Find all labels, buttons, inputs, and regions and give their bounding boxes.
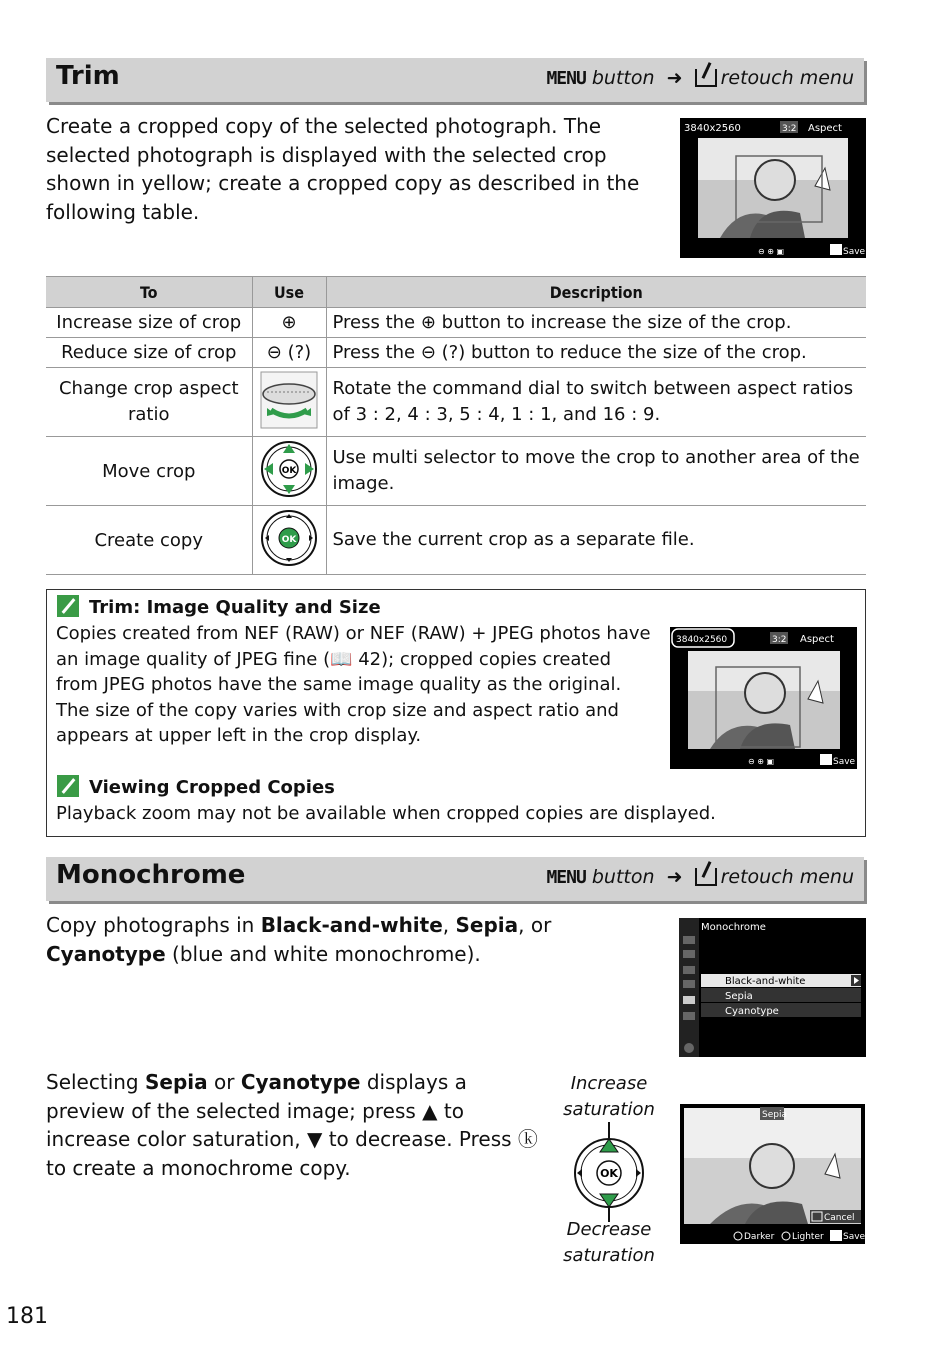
monochrome-menu-screen [679, 918, 866, 1057]
monochrome-title: Monochrome [56, 860, 246, 890]
option-sepia: Sepia [455, 913, 519, 937]
row-desc: Save the current crop as a separate file. [326, 506, 866, 575]
trim-table [46, 276, 866, 575]
screen-ratio: 3:2 [782, 124, 797, 134]
preview-lighter: Lighter [792, 1232, 824, 1242]
pencil-icon [57, 595, 79, 617]
table-row [46, 437, 866, 506]
row-desc: Rotate the command dial to switch between aspect ratios of 3 : 2, 4 : 3, 5 : 4, 1 : 1, and 16 : 9. [326, 368, 866, 437]
page-number: 181 [6, 1304, 48, 1329]
increase-saturation-label: Increase saturation [563, 1073, 655, 1120]
note1-title: Trim: Image Quality and Size [89, 597, 381, 618]
button-label: button [591, 866, 655, 888]
screen-size: 3840x2560 [684, 123, 741, 134]
trim-breadcrumb [546, 67, 854, 89]
sepia-preview-screen [680, 1104, 865, 1244]
saturation-multi-selector-icon [572, 1136, 646, 1214]
ok-button-icon [252, 506, 326, 575]
monochrome-intro: Copy photographs in Black-and-white, Sepia, or Cyanotype (blue and white monochrome). [46, 913, 552, 966]
menu-item: Sepia [725, 991, 753, 1002]
note2-text: Playback zoom may not be available when cropped copies are displayed. [56, 803, 716, 824]
decrease-saturation-label: Decrease saturation [563, 1219, 655, 1266]
svg-text:OK: OK [281, 465, 297, 476]
command-dial-icon [252, 368, 326, 437]
row-desc: Press the ⊖ (?) button to reduce the size of the crop. [326, 338, 866, 368]
preview-cancel: Cancel [824, 1213, 855, 1223]
pencil-icon [57, 775, 79, 797]
retouch-menu-label: retouch menu [720, 67, 854, 89]
svg-text:OK: OK [600, 1167, 618, 1180]
trim-title: Trim [56, 61, 120, 91]
table-header-to: To [46, 277, 252, 308]
screen-save: Save [833, 757, 856, 767]
multi-selector-icon [252, 437, 326, 506]
table-row [46, 338, 866, 368]
menu-item: Black-and-white [725, 976, 806, 987]
zoom-out-icon: ⊖ (?) [252, 338, 326, 368]
row-desc: Press the ⊕ button to increase the size of the crop. [326, 308, 866, 338]
option-black-and-white: Black-and-white [260, 913, 443, 937]
screen-size: 3840x2560 [676, 635, 728, 645]
table-header-description: Description [326, 277, 866, 308]
table-row [46, 308, 866, 338]
option-cyanotype: Cyanotype [46, 941, 166, 966]
table-row [46, 506, 866, 575]
table-row [46, 368, 866, 437]
svg-text:⊖ ⊕ ▣: ⊖ ⊕ ▣ [748, 757, 775, 766]
retouch-icon [695, 69, 717, 87]
menu-title: Monochrome [701, 922, 766, 933]
zoom-in-icon: ⊕ [252, 308, 326, 338]
svg-text:OK: OK [281, 534, 297, 545]
note1-text: Copies created from NEF (RAW) or NEF (RAW) + JPEG photos have an image quality of JPEG fine (📖 42); cropped copies created from JPEG photos have the same image quality as the original. The size of the copy varies with crop size and aspect ratio and appears at upper left in the crop display. [56, 623, 651, 746]
notes-box [46, 589, 866, 837]
menu-item: Cyanotype [725, 1006, 779, 1017]
screen-aspect: Aspect [800, 634, 834, 645]
row-to: Reduce size of crop [46, 338, 252, 368]
arrow-icon: ➜ [666, 866, 683, 888]
trim-header-bar [46, 58, 864, 102]
preview-darker: Darker [744, 1232, 775, 1242]
trim-intro: Create a cropped copy of the selected photograph. The selected photograph is displayed with the selected crop shown in yellow; create a cropped copy as described in the following table. [46, 114, 640, 224]
row-to: Increase size of crop [46, 308, 252, 338]
menu-label: MENU [546, 867, 586, 888]
retouch-icon [695, 868, 717, 886]
trim-crop-screen [680, 118, 866, 258]
button-label: button [591, 67, 655, 89]
arrow-icon: ➜ [666, 67, 683, 89]
menu-label: MENU [546, 68, 586, 89]
preview-save: Save [843, 1232, 865, 1242]
row-to: Change crop aspect ratio [46, 368, 252, 437]
row-to: Create copy [46, 506, 252, 575]
preview-title: Sepia [762, 1110, 787, 1120]
increase-pointer-line [608, 1122, 610, 1138]
monochrome-header-bar [46, 857, 864, 901]
note2-title: Viewing Cropped Copies [89, 777, 335, 798]
screen-ratio: 3:2 [772, 635, 787, 645]
svg-text:⊖ ⊕ ▣: ⊖ ⊕ ▣ [758, 247, 785, 256]
retouch-menu-label: retouch menu [720, 866, 854, 888]
screen-save: Save [843, 247, 866, 257]
table-header-use: Use [252, 277, 326, 308]
monochrome-para2: Selecting Sepia or Cyanotype displays a preview of the selected image; press ▲ to increase color saturation, ▼ to decrease. Press ⓚ to create a monochrome copy. [46, 1070, 538, 1180]
note-crop-screen [670, 627, 857, 769]
row-desc: Use multi selector to move the crop to another area of the image. [326, 437, 866, 506]
monochrome-breadcrumb [546, 866, 854, 888]
row-to: Move crop [46, 437, 252, 506]
screen-aspect: Aspect [808, 123, 842, 134]
